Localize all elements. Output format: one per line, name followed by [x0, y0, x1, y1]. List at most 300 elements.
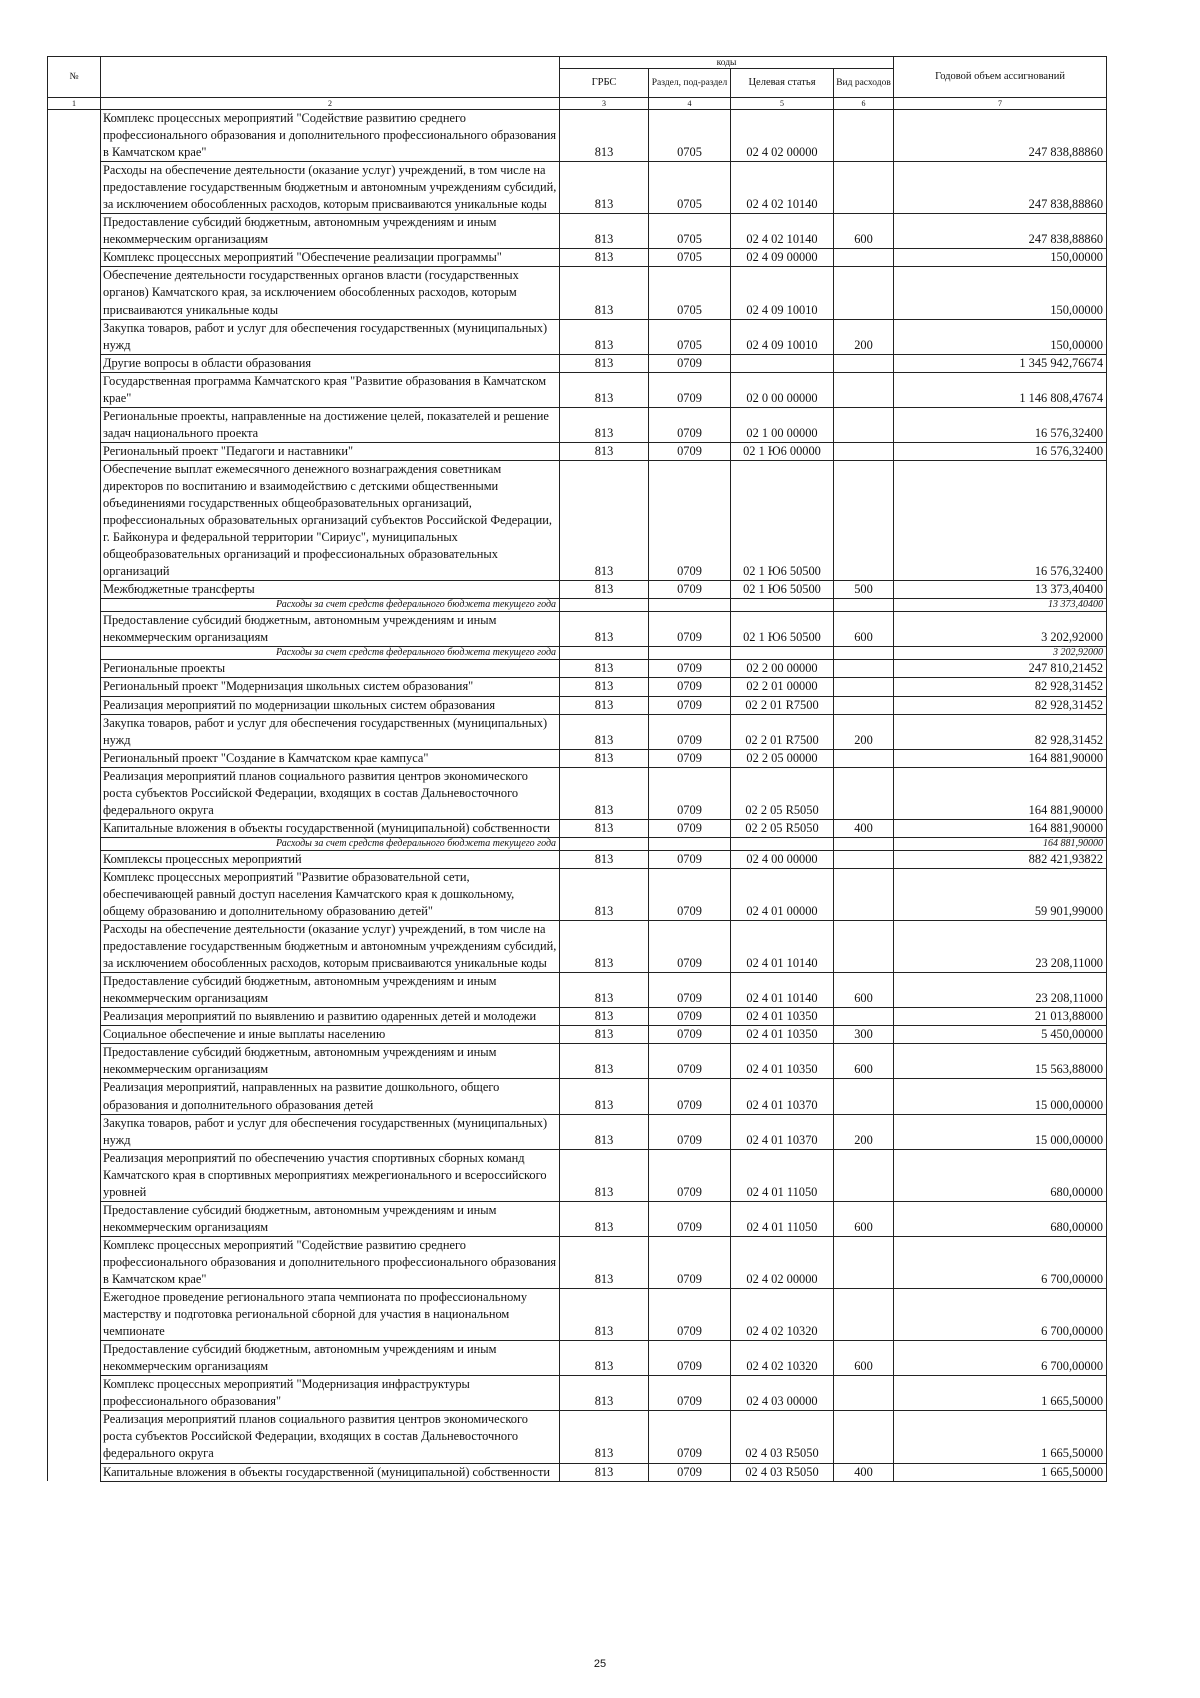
table-row: [48, 599, 1107, 612]
row-section-cell: 0705: [649, 249, 731, 267]
row-name-cell: Комплекс процессных мероприятий "Содействие развитию среднего профессионального образования и дополнительного профессионального образования в Камчатском крае": [101, 110, 560, 162]
row-section-cell: 0709: [649, 372, 731, 407]
row-amount-cell: 164 881,90000: [894, 819, 1107, 837]
row-number-cell: [48, 660, 101, 678]
row-number-cell: [48, 749, 101, 767]
row-kind-cell: [834, 749, 894, 767]
row-kind-cell: [834, 660, 894, 678]
row-number-cell: [48, 647, 101, 660]
row-kind-cell: [834, 354, 894, 372]
row-name-cell: Обеспечение деятельности государственных органов власти (государственных органов) Камчатского края, за исключением обособленных расходов, которым присваиваются уникальные коды: [101, 267, 560, 319]
row-kind-cell: [834, 767, 894, 819]
row-number-cell: [48, 354, 101, 372]
row-name-cell: Комплексы процессных мероприятий: [101, 850, 560, 868]
row-section-cell: [649, 647, 731, 660]
row-kind-cell: 400: [834, 1463, 894, 1481]
row-number-cell: [48, 214, 101, 249]
row-target-cell: 02 2 01 R7500: [731, 714, 834, 749]
row-number-cell: [48, 1201, 101, 1236]
row-number-cell: [48, 581, 101, 599]
row-target-cell: 02 4 03 R5050: [731, 1463, 834, 1481]
row-grbs-cell: 813: [560, 1026, 649, 1044]
row-target-cell: 02 4 01 10350: [731, 1026, 834, 1044]
table-row: [48, 749, 1107, 767]
table-row: [48, 581, 1107, 599]
row-section-cell: 0709: [649, 1463, 731, 1481]
table-body: [48, 110, 1107, 1482]
row-kind-cell: [834, 267, 894, 319]
colnum-7: 7: [894, 98, 1107, 110]
row-kind-cell: 400: [834, 819, 894, 837]
row-name-cell: Закупка товаров, работ и услуг для обеспечения государственных (муниципальных) нужд: [101, 1114, 560, 1149]
row-amount-cell: 164 881,90000: [894, 767, 1107, 819]
row-kind-cell: [834, 1008, 894, 1026]
row-kind-cell: [834, 1411, 894, 1463]
row-amount-cell: 3 202,92000: [894, 612, 1107, 647]
header-codes: коды: [560, 57, 894, 69]
row-section-cell: 0709: [649, 696, 731, 714]
row-number-cell: [48, 1411, 101, 1463]
row-target-cell: 02 4 00 00000: [731, 850, 834, 868]
row-amount-cell: 1 665,50000: [894, 1411, 1107, 1463]
row-number-cell: [48, 819, 101, 837]
row-amount-cell: 15 563,88000: [894, 1044, 1107, 1079]
table-row: [48, 249, 1107, 267]
row-amount-cell: 247 838,88860: [894, 214, 1107, 249]
table-row: [48, 868, 1107, 920]
row-amount-cell: 6 700,00000: [894, 1341, 1107, 1376]
table-row: [48, 1463, 1107, 1481]
header-grbs: ГРБС: [560, 69, 649, 98]
row-section-cell: 0709: [649, 1289, 731, 1341]
row-amount-cell: 16 576,32400: [894, 407, 1107, 442]
row-name-cell: Предоставление субсидий бюджетным, автономным учреждениям и иным некоммерческим организациям: [101, 1044, 560, 1079]
row-target-cell: 02 2 05 00000: [731, 749, 834, 767]
row-grbs-cell: 813: [560, 1463, 649, 1481]
row-number-cell: [48, 678, 101, 696]
row-name-cell: Реализация мероприятий по выявлению и развитию одаренных детей и молодежи: [101, 1008, 560, 1026]
row-section-cell: 0709: [649, 1149, 731, 1201]
table-row: [48, 1149, 1107, 1201]
row-number-cell: [48, 110, 101, 162]
row-name-cell: Закупка товаров, работ и услуг для обеспечения государственных (муниципальных) нужд: [101, 714, 560, 749]
row-section-cell: 0705: [649, 110, 731, 162]
row-section-cell: 0709: [649, 460, 731, 580]
table-row: [48, 850, 1107, 868]
row-section-cell: 0705: [649, 267, 731, 319]
row-amount-cell: 150,00000: [894, 319, 1107, 354]
row-kind-cell: 200: [834, 714, 894, 749]
row-name-cell: Предоставление субсидий бюджетным, автономным учреждениям и иным некоммерческим организациям: [101, 214, 560, 249]
table-row: [48, 1289, 1107, 1341]
row-amount-cell: 13 373,40400: [894, 581, 1107, 599]
colnum-4: 4: [649, 98, 731, 110]
row-grbs-cell: 813: [560, 354, 649, 372]
row-name-cell: Комплекс процессных мероприятий "Обеспечение реализации программы": [101, 249, 560, 267]
table-row: [48, 837, 1107, 850]
row-target-cell: 02 0 00 00000: [731, 372, 834, 407]
row-target-cell: 02 4 02 10320: [731, 1341, 834, 1376]
row-target-cell: 02 2 01 00000: [731, 678, 834, 696]
row-section-cell: 0709: [649, 921, 731, 973]
row-amount-cell: 21 013,88000: [894, 1008, 1107, 1026]
row-kind-cell: [834, 850, 894, 868]
table-row: [48, 372, 1107, 407]
row-name-cell: Реализация мероприятий планов социального развития центров экономического роста субъектов Российской Федерации, входящих в состав Дальневосточного федерального округа: [101, 767, 560, 819]
row-target-cell: 02 4 01 10350: [731, 1008, 834, 1026]
table-row: [48, 354, 1107, 372]
header-target: Целевая статья: [731, 69, 834, 98]
row-target-cell: 02 4 09 00000: [731, 249, 834, 267]
row-number-cell: [48, 1236, 101, 1288]
row-grbs-cell: 813: [560, 1044, 649, 1079]
row-number-cell: [48, 1008, 101, 1026]
row-amount-cell: 23 208,11000: [894, 973, 1107, 1008]
row-amount-cell: 23 208,11000: [894, 921, 1107, 973]
row-section-cell: 0709: [649, 868, 731, 920]
row-amount-cell: 16 576,32400: [894, 460, 1107, 580]
table-row: [48, 767, 1107, 819]
row-number-cell: [48, 1044, 101, 1079]
row-section-cell: 0709: [649, 1201, 731, 1236]
row-section-cell: 0709: [649, 714, 731, 749]
row-target-cell: 02 4 09 10010: [731, 267, 834, 319]
row-target-cell: [731, 837, 834, 850]
table-row: [48, 1236, 1107, 1288]
table-row: [48, 1026, 1107, 1044]
row-section-cell: 0705: [649, 214, 731, 249]
row-name-cell: Предоставление субсидий бюджетным, автономным учреждениям и иным некоммерческим организациям: [101, 1201, 560, 1236]
row-number-cell: [48, 1341, 101, 1376]
row-section-cell: 0709: [649, 678, 731, 696]
row-number-cell: [48, 1114, 101, 1149]
row-kind-cell: 600: [834, 1201, 894, 1236]
row-grbs-cell: [560, 647, 649, 660]
table-row: [48, 1044, 1107, 1079]
row-number-cell: [48, 372, 101, 407]
row-amount-cell: 1 146 808,47674: [894, 372, 1107, 407]
row-kind-cell: 600: [834, 973, 894, 1008]
row-target-cell: 02 4 01 11050: [731, 1201, 834, 1236]
table-row: [48, 1376, 1107, 1411]
table-row: [48, 214, 1107, 249]
row-name-cell: Комплекс процессных мероприятий "Развитие образовательной сети, обеспечивающей равный доступ населения Камчатского края к дошкольному, общему образованию и дополнительному образованию детей": [101, 868, 560, 920]
row-amount-cell: 882 421,93822: [894, 850, 1107, 868]
row-target-cell: [731, 599, 834, 612]
row-section-cell: 0709: [649, 660, 731, 678]
header-number: №: [48, 57, 101, 98]
row-amount-cell: 6 700,00000: [894, 1289, 1107, 1341]
row-name-cell: Реализация мероприятий, направленных на развитие дошкольного, общего образования и дополнительного образования детей: [101, 1079, 560, 1114]
colnum-2: 2: [101, 98, 560, 110]
row-name-cell: Другие вопросы в области образования: [101, 354, 560, 372]
row-name-cell: Капитальные вложения в объекты государственной (муниципальной) собственности: [101, 819, 560, 837]
row-number-cell: [48, 868, 101, 920]
row-kind-cell: [834, 442, 894, 460]
row-amount-cell: 680,00000: [894, 1149, 1107, 1201]
table-row: [48, 319, 1107, 354]
row-number-cell: [48, 599, 101, 612]
row-name-cell: Расходы на обеспечение деятельности (оказание услуг) учреждений, в том числе на предоставление государственным бюджетным и автономным учреждениям субсидий, за исключением обособленных расходов, которым присваиваются уникальные коды: [101, 162, 560, 214]
row-grbs-cell: 813: [560, 214, 649, 249]
table-row: [48, 660, 1107, 678]
row-kind-cell: [834, 647, 894, 660]
row-target-cell: 02 4 01 10350: [731, 1044, 834, 1079]
row-grbs-cell: 813: [560, 767, 649, 819]
table-row: [48, 921, 1107, 973]
row-amount-cell: 82 928,31452: [894, 678, 1107, 696]
row-grbs-cell: 813: [560, 714, 649, 749]
row-name-cell: Предоставление субсидий бюджетным, автономным учреждениям и иным некоммерческим организациям: [101, 1341, 560, 1376]
row-section-cell: 0709: [649, 1411, 731, 1463]
row-name-cell: Реализация мероприятий планов социального развития центров экономического роста субъектов Российской Федерации, входящих в состав Дальневосточного федерального округа: [101, 1411, 560, 1463]
row-number-cell: [48, 921, 101, 973]
row-kind-cell: [834, 110, 894, 162]
row-target-cell: 02 1 Ю6 50500: [731, 581, 834, 599]
table-row: [48, 714, 1107, 749]
row-number-cell: [48, 1463, 101, 1481]
row-name-cell: Государственная программа Камчатского края "Развитие образования в Камчатском крае": [101, 372, 560, 407]
row-name-cell: Региональные проекты: [101, 660, 560, 678]
row-target-cell: 02 4 03 R5050: [731, 1411, 834, 1463]
row-amount-cell: 164 881,90000: [894, 749, 1107, 767]
row-target-cell: 02 4 01 10140: [731, 921, 834, 973]
row-number-cell: [48, 267, 101, 319]
row-grbs-cell: 813: [560, 1289, 649, 1341]
row-name-cell: Комплекс процессных мероприятий "Модернизация инфраструктуры профессионального образования": [101, 1376, 560, 1411]
row-amount-cell: 150,00000: [894, 267, 1107, 319]
colnum-3: 3: [560, 98, 649, 110]
row-grbs-cell: 813: [560, 319, 649, 354]
row-target-cell: 02 1 Ю6 50500: [731, 460, 834, 580]
row-kind-cell: [834, 696, 894, 714]
row-amount-cell: 1 345 942,76674: [894, 354, 1107, 372]
row-amount-cell: 247 838,88860: [894, 110, 1107, 162]
row-grbs-cell: 813: [560, 442, 649, 460]
row-section-cell: 0709: [649, 612, 731, 647]
row-section-cell: 0709: [649, 1114, 731, 1149]
row-grbs-cell: 813: [560, 581, 649, 599]
row-kind-cell: [834, 868, 894, 920]
row-name-cell: Межбюджетные трансферты: [101, 581, 560, 599]
row-target-cell: 02 2 00 00000: [731, 660, 834, 678]
row-target-cell: 02 4 01 00000: [731, 868, 834, 920]
table-row: [48, 407, 1107, 442]
row-grbs-cell: 813: [560, 1376, 649, 1411]
row-name-cell: Обеспечение выплат ежемесячного денежного вознаграждения советникам директоров по воспитанию и взаимодействию с детскими общественными объединениями государственных общеобразовательных организаций, профессиональных образовательных организаций субъектов Российской Федерации, г. Байконура и федеральной территории "Сириус", муниципальных общеобразовательных организаций и профессиональных образовательных организаций: [101, 460, 560, 580]
row-section-cell: 0709: [649, 1079, 731, 1114]
row-target-cell: 02 4 01 10370: [731, 1079, 834, 1114]
header-section: Раздел, под-раздел: [649, 69, 731, 98]
row-amount-cell: 5 450,00000: [894, 1026, 1107, 1044]
row-name-cell: Расходы за счет средств федерального бюджета текущего года: [101, 647, 560, 660]
table-row: [48, 1114, 1107, 1149]
row-target-cell: 02 2 01 R7500: [731, 696, 834, 714]
row-name-cell: Расходы за счет средств федерального бюджета текущего года: [101, 837, 560, 850]
row-name-cell: Расходы на обеспечение деятельности (оказание услуг) учреждений, в том числе на предоставление государственным бюджетным и автономным учреждениям субсидий, за исключением обособленных расходов, которым присваиваются уникальные коды: [101, 921, 560, 973]
row-section-cell: 0709: [649, 1341, 731, 1376]
row-section-cell: 0709: [649, 407, 731, 442]
table-row: [48, 612, 1107, 647]
row-grbs-cell: 813: [560, 1201, 649, 1236]
page-number: 25: [593, 1658, 607, 1670]
row-amount-cell: 247 838,88860: [894, 162, 1107, 214]
row-target-cell: 02 4 03 00000: [731, 1376, 834, 1411]
row-number-cell: [48, 1289, 101, 1341]
colnum-5: 5: [731, 98, 834, 110]
row-number-cell: [48, 714, 101, 749]
row-amount-cell: 680,00000: [894, 1201, 1107, 1236]
row-kind-cell: [834, 407, 894, 442]
row-grbs-cell: 813: [560, 372, 649, 407]
row-name-cell: Ежегодное проведение регионального этапа чемпионата по профессиональному мастерству и подготовка региональной сборной для участия в национальном чемпионате: [101, 1289, 560, 1341]
row-target-cell: 02 4 02 10140: [731, 214, 834, 249]
table-row: [48, 1008, 1107, 1026]
row-section-cell: 0709: [649, 1236, 731, 1288]
row-name-cell: Реализация мероприятий по обеспечению участия спортивных сборных команд Камчатского края в спортивных мероприятиях межрегионального и всероссийского уровней: [101, 1149, 560, 1201]
row-amount-cell: 82 928,31452: [894, 714, 1107, 749]
row-section-cell: 0709: [649, 973, 731, 1008]
row-target-cell: 02 1 Ю6 00000: [731, 442, 834, 460]
row-kind-cell: [834, 678, 894, 696]
row-number-cell: [48, 1026, 101, 1044]
table-row: [48, 678, 1107, 696]
table-row: [48, 696, 1107, 714]
row-grbs-cell: 813: [560, 749, 649, 767]
row-grbs-cell: 813: [560, 660, 649, 678]
row-amount-cell: 3 202,92000: [894, 647, 1107, 660]
row-amount-cell: 164 881,90000: [894, 837, 1107, 850]
row-grbs-cell: 813: [560, 407, 649, 442]
table-row: [48, 973, 1107, 1008]
row-target-cell: 02 1 00 00000: [731, 407, 834, 442]
header-amount: Годовой объем ассигнований: [894, 57, 1107, 98]
row-grbs-cell: 813: [560, 162, 649, 214]
row-amount-cell: 247 810,21452: [894, 660, 1107, 678]
row-amount-cell: 82 928,31452: [894, 696, 1107, 714]
row-kind-cell: 200: [834, 1114, 894, 1149]
row-target-cell: 02 4 02 10320: [731, 1289, 834, 1341]
row-grbs-cell: 813: [560, 1236, 649, 1288]
budget-table: [47, 56, 1107, 1482]
row-number-cell: [48, 612, 101, 647]
row-target-cell: 02 4 01 11050: [731, 1149, 834, 1201]
row-section-cell: [649, 837, 731, 850]
budget-table-sheet: [47, 56, 1106, 1482]
row-section-cell: 0709: [649, 819, 731, 837]
row-grbs-cell: 813: [560, 1411, 649, 1463]
row-target-cell: 02 2 05 R5050: [731, 819, 834, 837]
table-row: [48, 1079, 1107, 1114]
row-section-cell: 0709: [649, 1008, 731, 1026]
row-amount-cell: 13 373,40400: [894, 599, 1107, 612]
row-target-cell: 02 4 01 10140: [731, 973, 834, 1008]
row-kind-cell: [834, 249, 894, 267]
row-target-cell: [731, 647, 834, 660]
header-name: [101, 57, 560, 98]
row-kind-cell: 600: [834, 1044, 894, 1079]
row-section-cell: 0709: [649, 749, 731, 767]
row-kind-cell: [834, 162, 894, 214]
table-row: [48, 442, 1107, 460]
row-grbs-cell: 813: [560, 1114, 649, 1149]
row-number-cell: [48, 1079, 101, 1114]
row-name-cell: Комплекс процессных мероприятий "Содействие развитию среднего профессионального образования и дополнительного профессионального образования в Камчатском крае": [101, 1236, 560, 1288]
row-section-cell: 0709: [649, 850, 731, 868]
row-kind-cell: [834, 372, 894, 407]
row-grbs-cell: [560, 837, 649, 850]
row-grbs-cell: 813: [560, 110, 649, 162]
row-target-cell: 02 2 05 R5050: [731, 767, 834, 819]
row-target-cell: 02 4 02 00000: [731, 110, 834, 162]
table-row: [48, 267, 1107, 319]
row-section-cell: 0709: [649, 354, 731, 372]
row-grbs-cell: [560, 599, 649, 612]
row-name-cell: Региональный проект "Модернизация школьных систем образования": [101, 678, 560, 696]
row-number-cell: [48, 837, 101, 850]
row-kind-cell: [834, 837, 894, 850]
row-number-cell: [48, 1149, 101, 1201]
row-grbs-cell: 813: [560, 612, 649, 647]
row-section-cell: 0709: [649, 767, 731, 819]
row-grbs-cell: 813: [560, 819, 649, 837]
row-number-cell: [48, 973, 101, 1008]
table-row: [48, 110, 1107, 162]
row-kind-cell: 600: [834, 214, 894, 249]
row-number-cell: [48, 162, 101, 214]
row-name-cell: Закупка товаров, работ и услуг для обеспечения государственных (муниципальных) нужд: [101, 319, 560, 354]
row-kind-cell: [834, 921, 894, 973]
table-row: [48, 460, 1107, 580]
row-target-cell: 02 4 01 10370: [731, 1114, 834, 1149]
table-row: [48, 1201, 1107, 1236]
row-grbs-cell: 813: [560, 696, 649, 714]
row-section-cell: 0709: [649, 1044, 731, 1079]
row-name-cell: Региональный проект "Создание в Камчатском крае кампуса": [101, 749, 560, 767]
row-number-cell: [48, 407, 101, 442]
row-section-cell: 0709: [649, 1026, 731, 1044]
row-grbs-cell: 813: [560, 249, 649, 267]
table-row: [48, 1411, 1107, 1463]
row-name-cell: Региональные проекты, направленные на достижение целей, показателей и решение задач национального проекта: [101, 407, 560, 442]
row-amount-cell: 150,00000: [894, 249, 1107, 267]
row-grbs-cell: 813: [560, 678, 649, 696]
table-row: [48, 1341, 1107, 1376]
row-number-cell: [48, 1376, 101, 1411]
row-name-cell: Капитальные вложения в объекты государственной (муниципальной) собственности: [101, 1463, 560, 1481]
row-name-cell: Реализация мероприятий по модернизации школьных систем образования: [101, 696, 560, 714]
row-section-cell: 0709: [649, 442, 731, 460]
row-amount-cell: 16 576,32400: [894, 442, 1107, 460]
row-number-cell: [48, 767, 101, 819]
row-kind-cell: [834, 1236, 894, 1288]
row-grbs-cell: 813: [560, 1341, 649, 1376]
row-name-cell: Расходы за счет средств федерального бюджета текущего года: [101, 599, 560, 612]
row-grbs-cell: 813: [560, 1079, 649, 1114]
row-number-cell: [48, 442, 101, 460]
row-amount-cell: 6 700,00000: [894, 1236, 1107, 1288]
colnum-1: 1: [48, 98, 101, 110]
row-section-cell: 0705: [649, 319, 731, 354]
row-kind-cell: 200: [834, 319, 894, 354]
table-row: [48, 162, 1107, 214]
row-grbs-cell: 813: [560, 921, 649, 973]
row-grbs-cell: 813: [560, 850, 649, 868]
table-row: [48, 819, 1107, 837]
row-section-cell: [649, 599, 731, 612]
row-amount-cell: 59 901,99000: [894, 868, 1107, 920]
row-kind-cell: [834, 1149, 894, 1201]
